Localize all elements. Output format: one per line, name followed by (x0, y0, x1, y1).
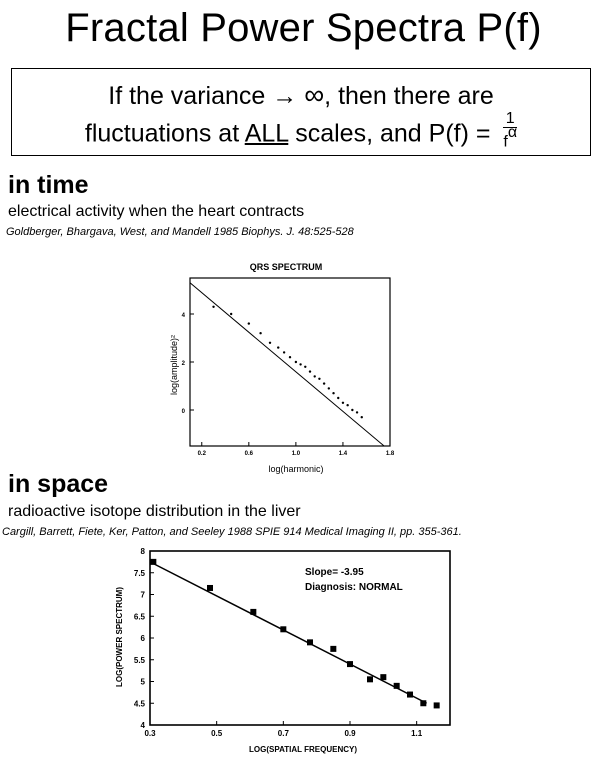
data-point (289, 356, 291, 358)
arrow-symbol: → (272, 82, 298, 110)
x-tick-label: 0.9 (344, 729, 356, 738)
definition-text: scales, and P(f) = (288, 119, 498, 148)
y-tick-label: 4 (140, 721, 145, 730)
data-point (356, 411, 358, 413)
data-point (207, 585, 213, 591)
data-point (434, 702, 440, 708)
definition-text: If the variance (108, 82, 273, 110)
plot-frame (190, 278, 390, 446)
all-emphasis: ALL (244, 119, 289, 148)
data-point (248, 322, 250, 324)
y-tick-label: 7 (140, 590, 145, 600)
data-point (323, 382, 325, 384)
y-tick-label: 2 (181, 361, 185, 367)
plot-area (134, 547, 450, 738)
diagnosis-annotation: Diagnosis: NORMAL (305, 582, 403, 593)
definition-text: fluctuations at (84, 119, 245, 148)
data-point (230, 313, 232, 315)
fraction-exponent: α (507, 124, 518, 141)
data-point (351, 409, 353, 411)
y-axis-label: LOG(POWER SPECTRUM) (115, 587, 124, 687)
definition-box (11, 68, 591, 156)
slope-annotation: Slope= -3.95 (305, 567, 364, 578)
definition-line-1 (12, 79, 590, 111)
x-tick-label: 0.5 (211, 729, 223, 738)
x-tick-label: 0.2 (197, 451, 206, 457)
data-point (150, 559, 156, 565)
data-point (250, 609, 256, 615)
data-point (277, 346, 279, 348)
y-tick-label: 4.5 (133, 699, 145, 709)
data-point (283, 351, 285, 353)
data-point (330, 646, 336, 652)
y-tick-label: 0 (181, 409, 185, 415)
data-point (407, 692, 413, 698)
fraction-denominator (503, 124, 518, 151)
liver-spectrum-chart (0, 542, 607, 757)
x-axis-label: LOG(SPATIAL FREQUENCY) (249, 745, 357, 754)
x-tick-label: 1.4 (338, 451, 348, 457)
time-citation: Goldberger, Bhargava, West, and Mandell 1985 Biophys. J. 48:525-528 (6, 226, 354, 238)
data-point (337, 397, 339, 399)
data-point (309, 370, 311, 372)
data-point (299, 363, 301, 365)
fraction-base: f (503, 133, 508, 151)
chart-title: QRS SPECTRUM (249, 262, 323, 272)
data-point (347, 661, 353, 667)
data-point (346, 404, 348, 406)
data-point (280, 626, 286, 632)
data-point (367, 676, 373, 682)
x-tick-label: 1.8 (385, 451, 395, 457)
data-point (295, 361, 297, 363)
data-point (304, 366, 306, 368)
data-point (332, 392, 334, 394)
data-point (307, 639, 313, 645)
power-law-fraction (503, 111, 517, 150)
time-heading: in time (8, 171, 89, 199)
x-axis-label: log(harmonic) (268, 464, 324, 474)
y-tick-label: 4 (181, 313, 185, 319)
x-tick-label: 0.6 (244, 451, 253, 457)
data-point (314, 375, 316, 377)
data-point (269, 342, 271, 344)
data-point (318, 378, 320, 380)
y-axis-label: log(amplitude)² (169, 334, 179, 396)
space-citation: Cargill, Barrett, Fiete, Ker, Patton, and Seeley 1988 SPIE 914 Medical Imaging II, pp. 355-361. (2, 526, 462, 538)
data-point (380, 674, 386, 680)
y-tick-label: 6.5 (133, 612, 145, 622)
data-point (394, 683, 400, 689)
plot-area (182, 278, 395, 457)
data-point (420, 700, 426, 706)
x-tick-label: 0.3 (144, 729, 156, 738)
data-point (328, 387, 330, 389)
data-point (342, 402, 344, 404)
data-point (259, 332, 261, 334)
y-tick-label: 6 (140, 634, 145, 643)
space-heading: in space (8, 470, 109, 498)
x-tick-label: 1.1 (411, 729, 423, 738)
y-tick-label: 5.5 (133, 655, 145, 665)
y-tick-label: 7.5 (133, 568, 145, 578)
y-tick-label: 5 (140, 677, 145, 687)
data-point (361, 416, 363, 418)
space-description: radioactive isotope distribution in the liver (8, 503, 301, 520)
qrs-spectrum-chart (0, 250, 607, 480)
definition-line-2 (12, 110, 590, 154)
x-tick-label: 0.7 (277, 729, 289, 738)
infinity-symbol: ∞ (304, 79, 325, 110)
fit-line (190, 283, 384, 446)
definition-text: , then there are (324, 82, 494, 110)
time-description: electrical activity when the heart contracts (8, 203, 305, 220)
page-title: Fractal Power Spectra P(f) (65, 6, 542, 50)
x-tick-label: 1.0 (291, 451, 301, 457)
y-tick-label: 8 (140, 547, 145, 556)
fraction-numerator: 1 (503, 111, 517, 128)
data-point (212, 306, 214, 308)
